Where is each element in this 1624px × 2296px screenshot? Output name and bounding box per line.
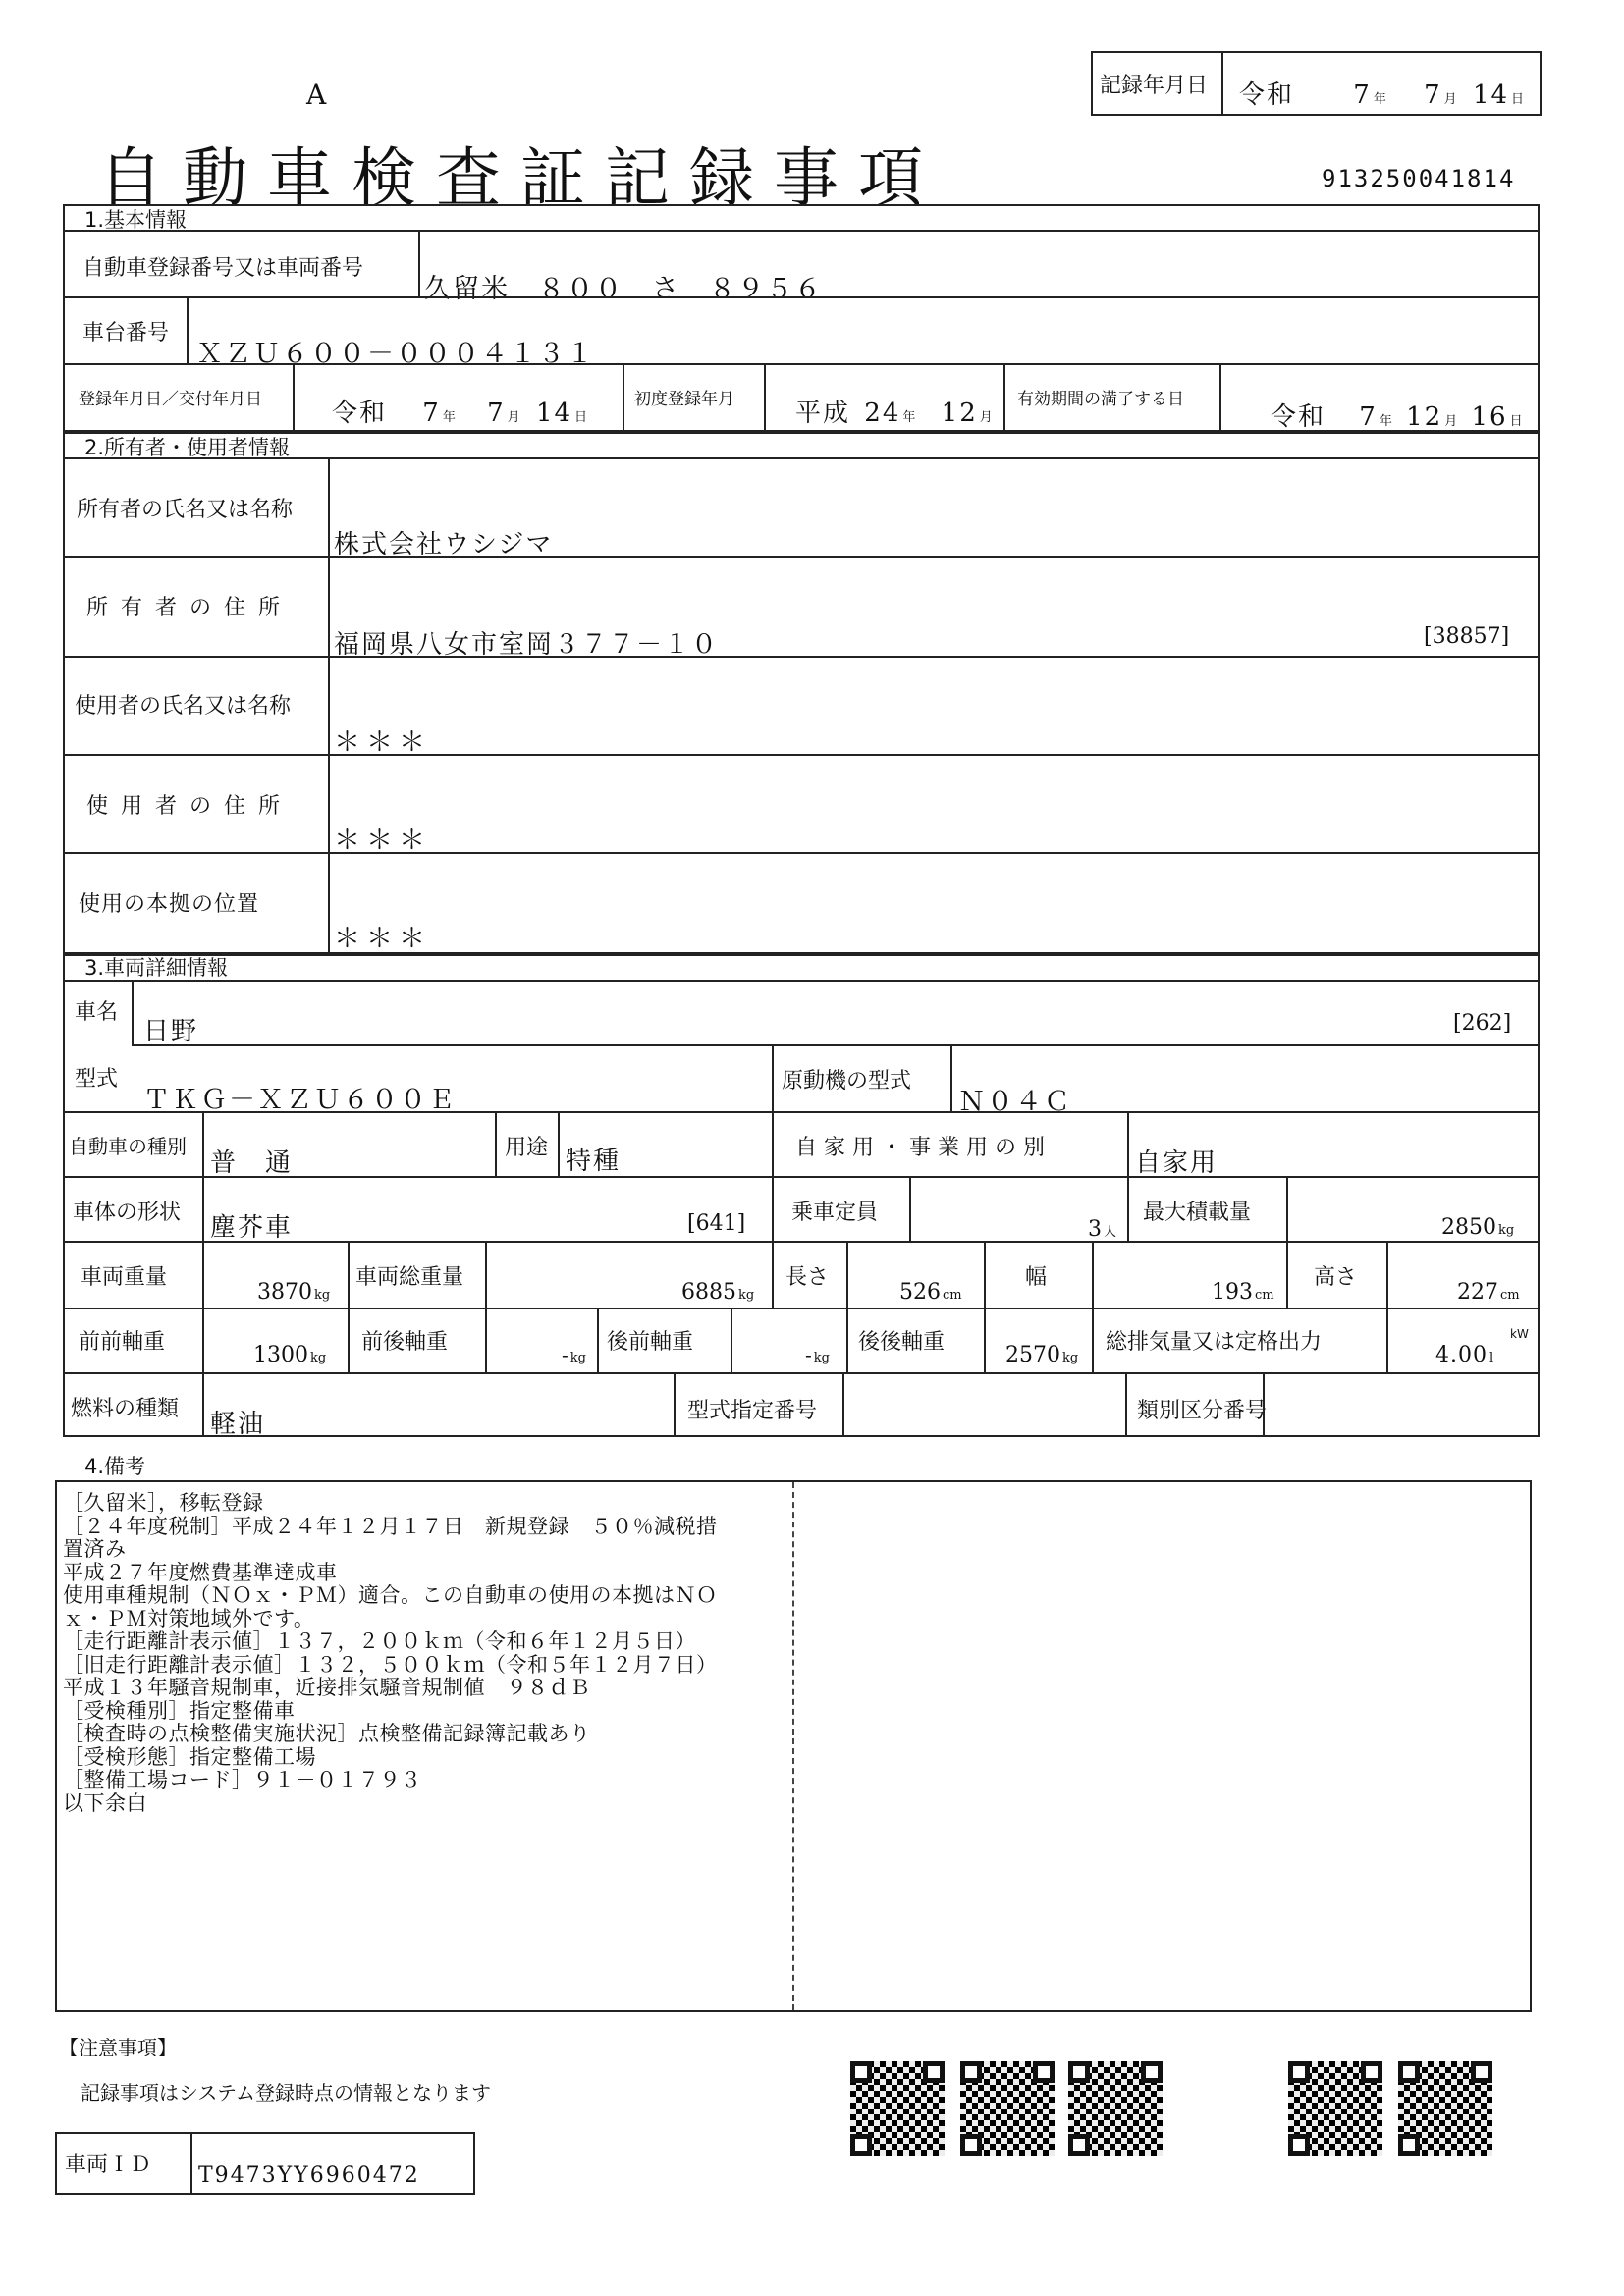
- rf-axle-label: 後前軸重: [607, 1330, 694, 1355]
- remark-line: 平成１３年騒音規制車，近接排気騒音規制値 ９８ｄＢ: [63, 1676, 591, 1699]
- length: 526 cm: [899, 1280, 962, 1305]
- owner-address-label: 所 有 者 の 住 所: [86, 596, 283, 620]
- chassis-label: 車台番号: [82, 321, 170, 346]
- max-load: 2850 kg: [1441, 1215, 1515, 1240]
- notes-text: 記録事項はシステム登録時点の情報となります: [81, 2081, 491, 2105]
- gross-weight: 6885 kg: [681, 1280, 755, 1305]
- ff-axle-label: 前前軸重: [79, 1330, 166, 1355]
- capacity: 3 人: [1088, 1217, 1117, 1242]
- owner-address-code: [38857]: [1424, 624, 1510, 649]
- expiry-label: 有効期間の満了する日: [1017, 390, 1184, 409]
- fuel: 軽油: [210, 1410, 266, 1439]
- qr-code-1: [850, 2061, 945, 2156]
- use: 特種: [566, 1147, 622, 1176]
- user-address: ＊＊＊: [334, 826, 431, 856]
- remark-line: 置済み: [63, 1537, 127, 1561]
- body-label: 車体の形状: [73, 1201, 182, 1225]
- remark-line: ［旧走行距離計表示値］１３２，５００ｋｍ（令和５年１２月７日）: [63, 1652, 718, 1677]
- private: 自家用: [1135, 1148, 1218, 1178]
- capacity-label: 乗車定員: [791, 1201, 879, 1225]
- qr-code-5: [1398, 2061, 1492, 2156]
- fr-axle: - kg: [562, 1343, 586, 1366]
- remark-line: ［走行距離計表示値］１３７，２００ｋｍ（令和６年１２月５日）: [63, 1629, 696, 1653]
- corner-mark: A: [306, 79, 327, 111]
- user-name: ＊＊＊: [334, 727, 431, 758]
- remark-line: ［受検種別］指定整備車: [63, 1698, 296, 1723]
- base-location-label: 使用の本拠の位置: [79, 892, 260, 917]
- class-label: 類別区分番号: [1137, 1399, 1268, 1423]
- remark-line: ［整備工場コード］９１－０１７９３: [63, 1768, 422, 1791]
- chassis-number: ＸＺＵ６００－０００４１３１: [196, 339, 595, 369]
- reg-date-label: 登録年月日／交付年月日: [79, 390, 262, 409]
- width: 193 cm: [1212, 1280, 1274, 1305]
- remarks-list: [63, 1492, 718, 1815]
- type-designation-label: 型式指定番号: [687, 1399, 818, 1423]
- section2-title: 2.所有者・使用者情報: [84, 436, 291, 459]
- length-label: 長さ: [785, 1265, 830, 1290]
- owner-name-label: 所有者の氏名又は名称: [77, 498, 294, 522]
- record-date-label: 記録年月日: [1100, 74, 1209, 98]
- engine: Ｎ０４Ｃ: [958, 1087, 1072, 1117]
- remark-line: ［検査時の点検整備実施状況］点検整備記録簿記載あり: [63, 1722, 591, 1745]
- notes-title: 【注意事項】: [59, 2036, 177, 2059]
- remark-line: ［受検形態］指定整備工場: [63, 1744, 316, 1769]
- max-load-label: 最大積載量: [1143, 1201, 1252, 1225]
- car-name-code: [262]: [1453, 1011, 1512, 1036]
- page-title: 自動車検査証記録事項: [98, 140, 943, 216]
- width-label: 幅: [1025, 1265, 1048, 1290]
- weight: 3870 kg: [257, 1280, 331, 1305]
- body-code: [641]: [687, 1211, 746, 1236]
- first-reg-date: 平成 24 年 12 月: [795, 399, 993, 428]
- user-address-label: 使 用 者 の 住 所: [86, 794, 283, 819]
- section4-title: 4.備考: [84, 1455, 146, 1478]
- reg-date: 令和 7 年 7 月 14 日: [332, 399, 588, 428]
- user-name-label: 使用者の氏名又は名称: [75, 694, 292, 719]
- weight-label: 車両重量: [81, 1265, 168, 1290]
- kw-unit: kW: [1510, 1327, 1529, 1341]
- remark-line: 平成２７年度燃費基準達成車: [63, 1560, 338, 1584]
- document-number: 913250041814: [1322, 165, 1516, 192]
- displacement: 4.00 l: [1435, 1343, 1494, 1367]
- kind-label: 自動車の種別: [69, 1135, 187, 1158]
- fuel-label: 燃料の種類: [71, 1397, 180, 1421]
- remark-line: 使用車種規制（ＮＯｘ・ＰＭ）適合。この自動車の使用の本拠はＮＯ: [63, 1583, 718, 1607]
- qr-code-4: [1288, 2061, 1382, 2156]
- remarks-divider: [792, 1482, 794, 2010]
- qr-code-2: [960, 2061, 1055, 2156]
- base-location: ＊＊＊: [334, 924, 431, 954]
- engine-label: 原動機の型式: [782, 1069, 912, 1094]
- fr-axle-label: 前後軸重: [361, 1330, 449, 1355]
- section3-title: 3.車両詳細情報: [84, 956, 229, 980]
- owner-address: 福岡県八女市室岡３７７－１０: [334, 630, 720, 660]
- car-name: 日野: [143, 1017, 199, 1046]
- gross-weight-label: 車両総重量: [355, 1265, 464, 1290]
- model-label: 型式: [75, 1067, 119, 1092]
- rr-axle: 2570 kg: [1005, 1343, 1079, 1367]
- model: ＴＫＧ－ＸＺＵ６００Ｅ: [143, 1085, 457, 1115]
- reg-number-label: 自動車登録番号又は車両番号: [82, 256, 364, 281]
- kind: 普 通: [210, 1148, 294, 1178]
- remark-line: ｘ・ＰＭ対策地域外です。: [63, 1606, 315, 1630]
- remark-line: ［久留米］，移転登録: [63, 1491, 264, 1515]
- displacement-label: 総排気量又は定格出力: [1106, 1330, 1323, 1355]
- body: 塵芥車: [210, 1213, 294, 1243]
- remark-line: ［２４年度税制］平成２４年１２月１７日 新規登録 ５０％減税措: [63, 1514, 718, 1538]
- car-name-label: 車名: [75, 1000, 119, 1025]
- height-label: 高さ: [1314, 1265, 1358, 1290]
- private-label: 自 家 用 ・ 事 業 用 の 別: [795, 1136, 1045, 1160]
- section1-title: 1.基本情報: [84, 208, 188, 232]
- ff-axle: 1300 kg: [253, 1343, 327, 1367]
- vehicle-id: T9473YY6960472: [198, 2163, 420, 2188]
- height: 227 cm: [1457, 1280, 1520, 1305]
- owner-name: 株式会社ウシジマ: [334, 530, 554, 560]
- remark-line: 以下余白: [63, 1790, 147, 1815]
- qr-code-3: [1068, 2061, 1163, 2156]
- use-label: 用途: [505, 1136, 549, 1160]
- vehicle-id-label: 車両ＩＤ: [65, 2153, 152, 2177]
- expiry-date: 令和 7 年 12 月 16 日: [1271, 402, 1523, 432]
- record-date: 令和 7 年 7 月 14 日: [1239, 80, 1525, 110]
- rf-axle: - kg: [805, 1343, 830, 1366]
- reg-number: 久留米 ８００ さ ８９５６: [424, 274, 823, 304]
- first-reg-label: 初度登録年月: [634, 390, 734, 409]
- rr-axle-label: 後後軸重: [858, 1330, 946, 1355]
